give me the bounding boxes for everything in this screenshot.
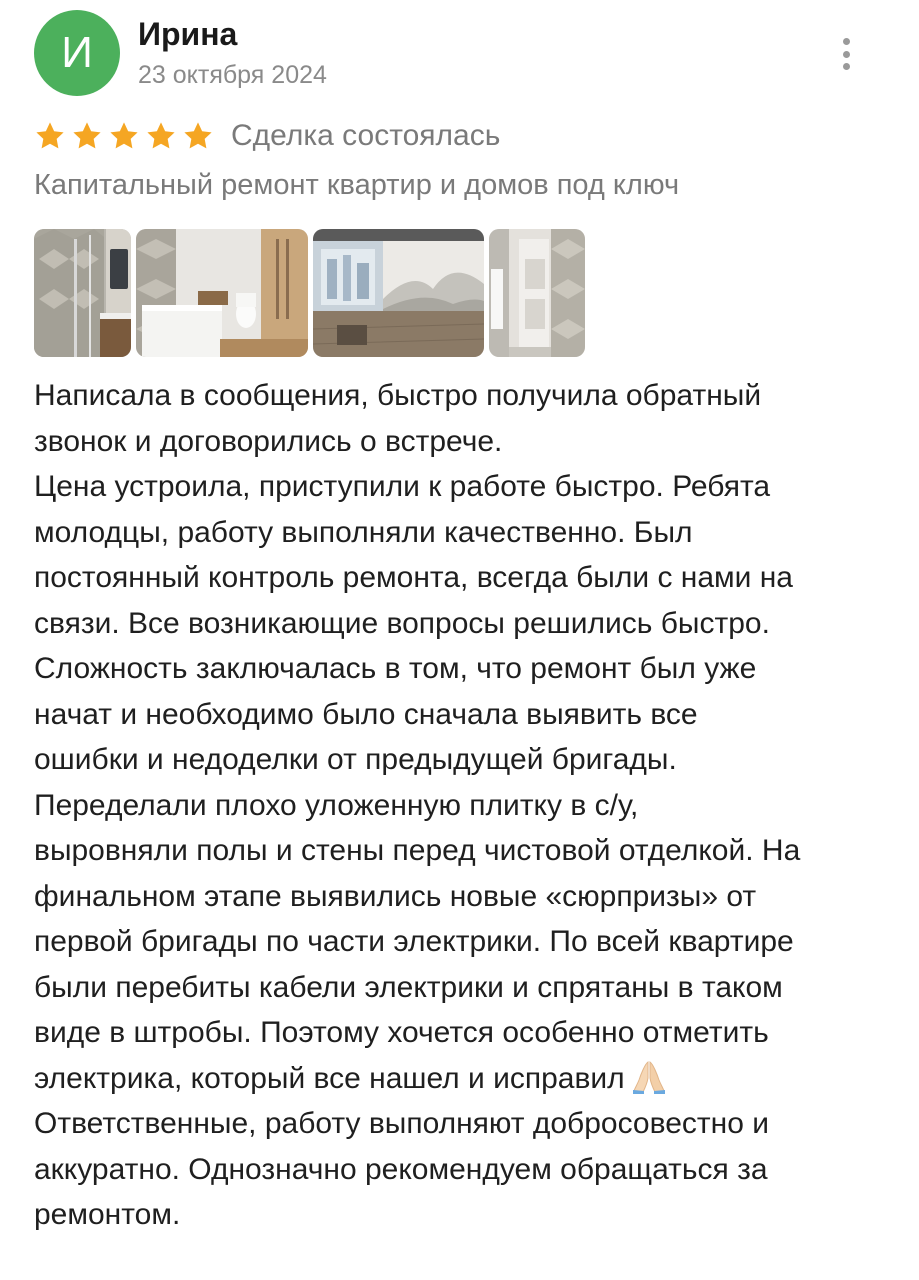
review-line <box>34 464 894 510</box>
review-line-text: начат и необходимо было сначала выявить все <box>34 697 698 731</box>
folded-hands-icon <box>631 1058 667 1094</box>
star-icon <box>34 120 66 152</box>
review-text <box>34 373 894 1238</box>
star-icon <box>145 120 177 152</box>
review-line-text: молодцы, работу выполняли качественно. Был <box>34 515 693 549</box>
rating-row <box>34 112 500 160</box>
review-line-text: Переделали плохо уложенную плитку в с/у, <box>34 788 639 822</box>
more-dots-icon <box>843 38 850 45</box>
deal-status: Сделка состоялась <box>231 119 501 152</box>
review-line-text: Сложность заключалась в том, что ремонт был уже <box>34 652 757 685</box>
more-dots-icon <box>843 63 850 70</box>
review-line-text: выровняли полы и стены перед чистовой отделкой. На <box>34 834 801 867</box>
review-line-text: виде в штробы. Поэтому хочется особенно отметить <box>34 1016 769 1049</box>
review-line <box>34 601 894 647</box>
bathroom-tub-photo[interactable] <box>136 229 308 357</box>
review-line <box>34 737 894 783</box>
review-line <box>34 783 894 829</box>
review-line <box>34 965 894 1011</box>
star-icon <box>71 120 103 152</box>
star-rating <box>34 120 219 152</box>
review-line <box>34 692 894 738</box>
service-name[interactable]: Капитальный ремонт квартир и домов под ключ <box>34 169 680 201</box>
review-line <box>34 646 894 692</box>
review-line <box>34 1101 894 1147</box>
review-line-text: финальном этапе выявились новые «сюрпризы» от <box>34 879 757 913</box>
more-options-button[interactable] <box>830 34 862 74</box>
review-line-text: были перебиты кабели электрики и спрятаны в таком <box>34 970 783 1004</box>
review-line-text: электрика, который все нашел и исправил <box>34 1061 625 1095</box>
review-line-text: ремонтом. <box>34 1198 181 1231</box>
living-room-image <box>313 229 484 357</box>
review-line-text: звонок и договорились о встрече. <box>34 424 503 458</box>
review-line-text: постоянный контроль ремонта, всегда были с нами на <box>34 561 793 594</box>
review-line <box>34 510 894 556</box>
niche-wall-image <box>489 229 585 357</box>
more-dots-icon <box>843 51 850 58</box>
review-line <box>34 874 894 920</box>
review-line <box>34 1010 894 1056</box>
review-line <box>34 1147 894 1193</box>
author-name[interactable]: Ирина <box>138 16 238 52</box>
review-line <box>34 919 894 965</box>
review-line <box>34 1192 894 1238</box>
living-room-photo[interactable] <box>313 229 484 357</box>
avatar[interactable]: И <box>34 10 120 96</box>
review-line-text: связи. Все возникающие вопросы решились быстро. <box>34 606 770 640</box>
review-line <box>34 1056 894 1102</box>
review-line-text: первой бригады по части электрики. По всей квартире <box>34 925 794 958</box>
niche-wall-photo[interactable] <box>489 229 585 357</box>
bathroom-shower-photo[interactable] <box>34 229 131 357</box>
review-line <box>34 373 894 419</box>
review-line <box>34 555 894 601</box>
review-line-text: ошибки и недоделки от предыдущей бригады. <box>34 743 677 776</box>
review-line-text: Цена устроила, приступили к работе быстро. Ребята <box>34 470 771 503</box>
review-line-text: Написала в сообщения, быстро получила обратный <box>34 379 762 412</box>
review-line-text: аккуратно. Однозначно рекомендуем обращаться за <box>34 1152 768 1186</box>
review-line <box>34 828 894 874</box>
bathroom-tub-image <box>136 229 308 357</box>
review-date: 23 октября 2024 <box>138 61 327 89</box>
star-icon <box>182 120 214 152</box>
review-line <box>34 419 894 465</box>
review-line-text: Ответственные, работу выполняют добросовестно и <box>34 1107 769 1140</box>
photo-gallery <box>34 229 590 357</box>
bathroom-shower-image <box>34 229 131 357</box>
star-icon <box>108 120 140 152</box>
